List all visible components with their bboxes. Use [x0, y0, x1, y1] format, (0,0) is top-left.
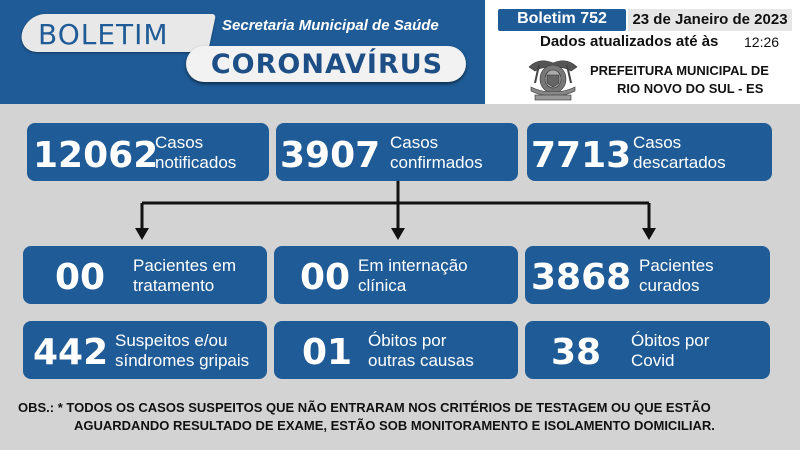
boletim-number: Boletim 752: [517, 10, 607, 27]
stat-value: 442: [33, 332, 109, 373]
stat-label-line2: síndromes gripais: [115, 351, 250, 370]
obs-note-line2: AGUARDANDO RESULTADO DE EXAME, ESTÃO SOB MONITORAMENTO E ISOLAMENTO DOMICILIAR.: [74, 418, 715, 433]
stat-label-line1: Casos: [390, 133, 439, 152]
stat-label-line2: clínica: [358, 276, 407, 295]
stat-value: 3907: [280, 135, 381, 176]
stat-label-line1: Óbitos por: [368, 331, 447, 350]
stat-value: 38: [551, 332, 602, 373]
stat-card-descartados: [527, 123, 772, 181]
stat-card-obitos-covid: [525, 321, 770, 379]
date-text: 23 de Janeiro de 2023: [632, 11, 788, 28]
stat-card-confirmados: [276, 123, 518, 181]
stat-value: 3868: [531, 257, 632, 298]
coronavirus-title: CORONAVÍRUS: [210, 49, 444, 80]
stat-card-obitos-outras: [274, 321, 518, 379]
stat-label-line1: Pacientes em: [133, 256, 236, 275]
stat-value: 7713: [531, 135, 632, 176]
stat-value: 00: [55, 257, 106, 298]
stat-label-line1: Suspeitos e/ou: [115, 331, 228, 350]
stat-label-line2: curados: [639, 276, 700, 295]
prefeitura-line1: PREFEITURA MUNICIPAL DE: [590, 63, 769, 78]
stat-card-suspeitos: [23, 321, 267, 379]
secretaria-label: Secretaria Municipal de Saúde: [222, 17, 439, 34]
stat-label-line1: Casos: [155, 133, 204, 152]
stat-label-line2: outras causas: [368, 351, 474, 370]
updated-label: Dados atualizados até às: [540, 33, 719, 50]
stat-label-line2: descartados: [633, 153, 726, 172]
stat-card-notificados: [27, 123, 269, 181]
stat-label-line2: notificados: [155, 153, 237, 172]
stat-value: 01: [302, 332, 353, 373]
stat-card-internacao: [274, 246, 518, 304]
stat-card-curados: [525, 246, 770, 304]
stat-label-line1: Em internação: [358, 256, 468, 275]
stat-label-line2: tratamento: [133, 276, 215, 295]
stat-label-line2: Covid: [631, 351, 675, 370]
obs-note-line1: OBS.: * TODOS OS CASOS SUSPEITOS QUE NÃO ENTRARAM NOS CRITÉRIOS DE TESTAGEM OU QUE ESTÃO: [18, 400, 711, 415]
stat-label-line2: confirmados: [390, 153, 483, 172]
stat-label-line1: Casos: [633, 133, 682, 152]
stat-value: 00: [300, 257, 351, 298]
updated-time: 12:26: [744, 34, 780, 50]
stat-label-line1: Pacientes: [639, 256, 714, 275]
stat-label-line1: Óbitos por: [631, 331, 710, 350]
stat-card-tratamento: [23, 246, 267, 304]
boletim-label: BOLETIM: [38, 18, 169, 51]
prefeitura-line2: RIO NOVO DO SUL - ES: [617, 81, 764, 96]
stat-value: 12062: [33, 135, 159, 176]
